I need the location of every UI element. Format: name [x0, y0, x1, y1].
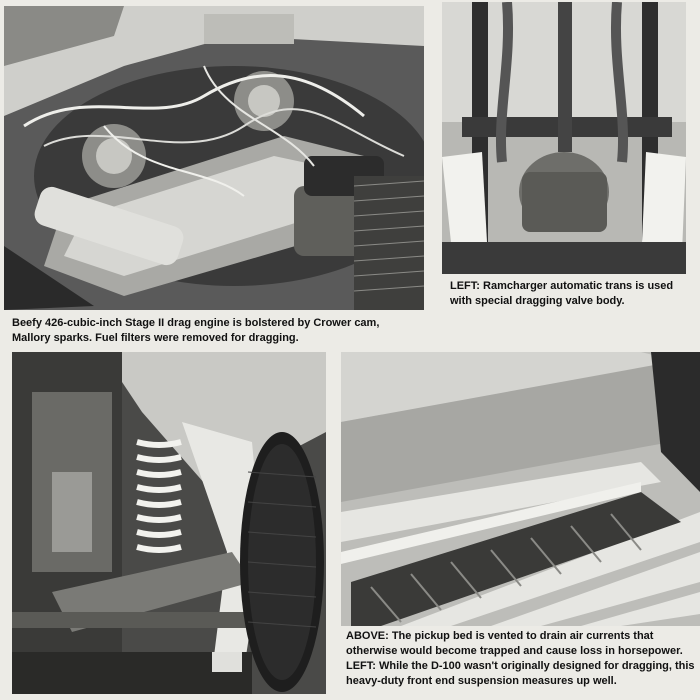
above-caption: [346, 629, 696, 659]
bed-caption: [346, 629, 696, 689]
transmission-caption-lead: LEFT:: [450, 280, 480, 292]
left-caption: [346, 659, 696, 689]
engine-caption: Beefy 426-cubic-inch Stage II drag engine is bolstered by Crower cam, Mallory sparks. Fuel filters were removed for dragging.: [12, 317, 380, 344]
suspension-photo-illustration: [12, 352, 326, 694]
bed-photo-illustration: [341, 352, 700, 626]
left-caption-text: While the D-100 wasn't originally designed for dragging, this heavy-duty front end suspension measures up well.: [346, 660, 695, 687]
engine-photo: [4, 6, 424, 310]
transmission-photo: [442, 2, 686, 274]
left-caption-lead: LEFT:: [346, 660, 376, 672]
transmission-caption: [450, 279, 686, 309]
transmission-caption-text: Ramcharger automatic trans is used with special dragging valve body.: [450, 280, 674, 307]
bed-photo: [341, 352, 700, 626]
transmission-photo-illustration: [442, 2, 686, 274]
above-caption-text: The pickup bed is vented to drain air currents that otherwise would become trapped and cause loss in horsepower.: [346, 630, 683, 657]
above-caption-lead: ABOVE:: [346, 630, 389, 642]
engine-photo-illustration: [4, 6, 424, 310]
suspension-photo: [12, 352, 326, 694]
